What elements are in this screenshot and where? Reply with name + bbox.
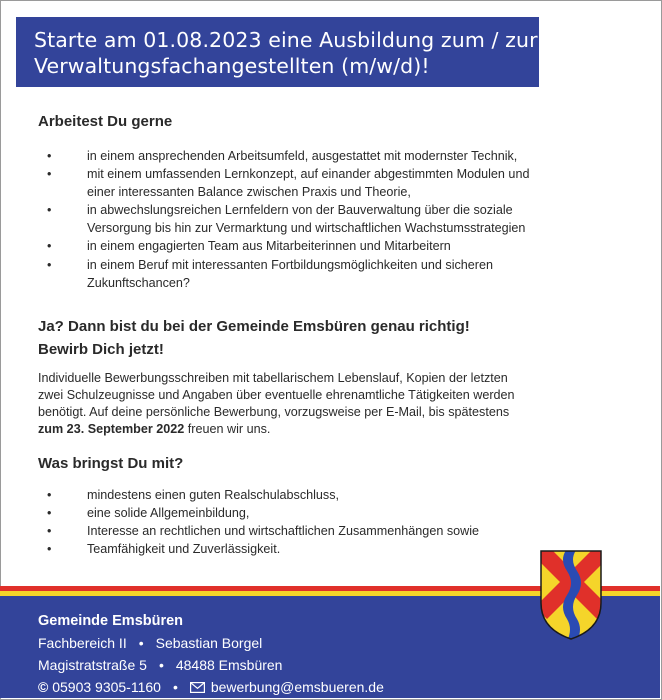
footer-dept-line — [38, 635, 262, 651]
list-item-text: Versorgung bis hin zur Vermarktung und wirtschaftlichen Wachstumsstrategien — [87, 221, 526, 236]
list-item-text: mindestens einen guten Realschulabschluss, — [87, 488, 340, 502]
deadline-text: zum 23. September 2022 — [38, 422, 185, 436]
bullet-icon: • — [47, 203, 52, 218]
section-heading-ja: Ja? Dann bist du bei der Gemeinde Emsbüren genau richtig! — [38, 318, 470, 335]
closing-text: freuen wir uns. — [184, 422, 271, 436]
footer-org-name: Gemeinde Emsbüren — [38, 613, 184, 629]
headline-line-1: Starte am 01.08.2023 eine Ausbildung zum / zur — [34, 28, 538, 52]
requirements-list — [38, 486, 598, 558]
benefits-list — [38, 147, 598, 292]
list-item-text: mit einem umfassenden Lernkonzept, auf einander abgestimmten Modulen und — [87, 167, 530, 182]
footer-separator: • — [138, 635, 144, 651]
bullet-icon: • — [47, 542, 52, 557]
headline-line-2: Verwaltungsfachangestellten (m/w/d)! — [34, 54, 430, 78]
list-item — [38, 147, 598, 165]
list-item — [38, 540, 598, 558]
section-heading-arbeitest: Arbeitest Du gerne — [38, 113, 173, 130]
list-item-text: in abwechslungsreichen Lernfeldern von der Bauverwaltung über die soziale — [87, 203, 513, 218]
list-item — [38, 165, 598, 201]
footer-city: 48488 Emsbüren — [175, 657, 283, 673]
list-item — [38, 504, 598, 522]
section-heading-bewirb: Bewirb Dich jetzt! — [38, 341, 164, 358]
list-item-text: Teamfähigkeit und Zuverlässigkeit. — [87, 542, 281, 557]
application-line-1: Individuelle Bewerbungsschreiben mit tabellarischem Lebenslauf, Kopien der letzten — [38, 371, 508, 385]
application-paragraph — [38, 370, 558, 438]
bullet-icon: • — [47, 524, 52, 539]
phone-icon: © — [38, 679, 49, 695]
coat-of-arms-logo — [539, 549, 603, 641]
application-line-2: zwei Schulzeugnisse und Angaben über eventuelle ehrenamtliche Tätigkeiten werden — [38, 388, 515, 402]
headline-banner — [16, 17, 539, 87]
footer-phone[interactable]: 05903 9305-1160 — [52, 679, 161, 695]
bullet-icon: • — [47, 257, 52, 272]
list-item-text: eine solide Allgemeinbildung, — [87, 506, 250, 521]
bullet-icon: • — [47, 488, 52, 502]
envelope-icon — [190, 682, 205, 693]
list-item — [38, 201, 598, 237]
list-item-text: einer interessanten Balance zwischen Praxis und Theorie, — [87, 185, 411, 200]
list-item-text: Interesse an rechtlichen und wirtschaftlichen Zusammenhängen sowie — [87, 524, 480, 539]
list-item — [38, 486, 598, 504]
list-item-text: Zukunftschancen? — [87, 275, 190, 290]
footer-email-link[interactable]: bewerbung@emsbueren.de — [210, 679, 384, 695]
bullet-icon: • — [47, 149, 52, 163]
application-line-3: benötigt. Auf deine persönliche Bewerbung, vorzugsweise per E-Mail, bis spätestens — [38, 405, 510, 419]
footer-separator: • — [172, 679, 178, 695]
footer-dept: Fachbereich II — [38, 635, 127, 651]
list-item — [38, 237, 598, 255]
bullet-icon: • — [47, 167, 52, 182]
list-item — [38, 522, 598, 540]
footer-street: Magistratstraße 5 — [38, 657, 147, 673]
section-heading-was: Was bringst Du mit? — [38, 455, 184, 472]
list-item-text: in einem ansprechenden Arbeitsumfeld, ausgestattet mit modernster Technik, — [87, 149, 518, 163]
list-item-text: in einem engagierten Team aus Mitarbeiterinnen und Mitarbeitern — [87, 239, 451, 254]
list-item — [38, 256, 598, 292]
footer-contact-line — [38, 679, 384, 695]
footer-address-line — [38, 657, 282, 673]
footer-contact-person: Sebastian Borgel — [155, 635, 263, 651]
footer-separator: • — [158, 657, 164, 673]
bullet-icon: • — [47, 239, 52, 254]
list-item-text: in einem Beruf mit interessanten Fortbildungsmöglichkeiten und sicheren — [87, 257, 494, 272]
bullet-icon: • — [47, 506, 52, 521]
